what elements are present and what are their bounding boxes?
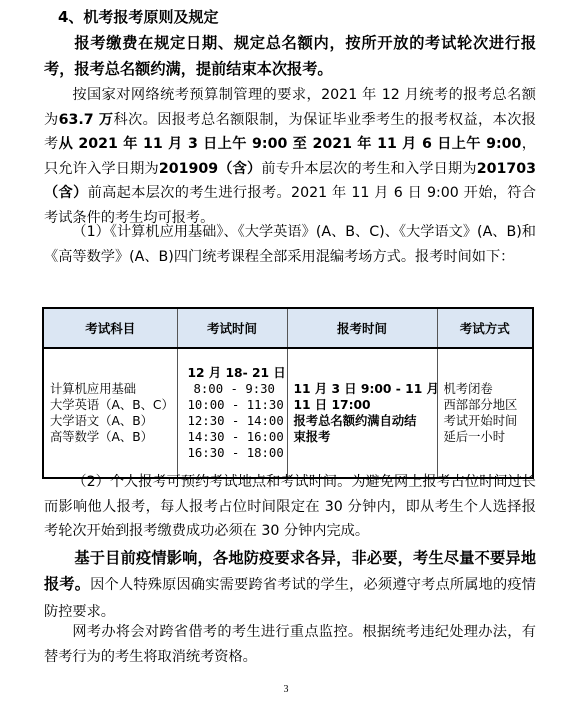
cell-registration-time (287, 348, 437, 478)
epidemic-warning: 基于目前疫情影响，各地防疫要求各异，非必要，考生尽量不要异地报考。 (44, 549, 536, 593)
mode-item: 延后一小时 (443, 430, 505, 444)
quota-text-3: ，只允许入学日期为 (44, 136, 536, 177)
paragraph-quota (44, 83, 536, 230)
header-exam-time: 考试时间 (177, 308, 287, 348)
time-slot: 14:30 - 16:00 (187, 430, 284, 444)
quota-text-1: 按国家对网络统考预算制管理的要求，2021 年 12 月统考的报考总名额为 (44, 87, 536, 128)
subject-item: 大学英语（A、B、C） (50, 398, 174, 412)
subject-item: 计算机应用基础 (50, 382, 137, 396)
mode-item: 西部部分地区 (443, 398, 518, 412)
time-slot: 12:30 - 14:00 (187, 414, 284, 428)
quota-text-5: 前高起本层次的考生进行报考。2021 年 11 月 6 日 9:00 开始，符合考试条件的考生均可报考。 (44, 185, 536, 226)
quota-text-4: 前专升本层次的考生和入学日期为 (261, 160, 477, 177)
registration-note: 报考总名额约满自动结 (293, 414, 417, 428)
registration-note: 束报考 (293, 430, 331, 444)
cell-subjects (43, 348, 177, 478)
registration-window: 11 日 17:00 (293, 398, 371, 412)
section-heading: 4、机考报考原则及规定 (58, 8, 219, 26)
subject-item: 高等数学（A、B） (50, 430, 153, 444)
mode-item: 机考闭卷 (443, 382, 493, 396)
paragraph-monitoring: 网考办将会对跨省借考的考生进行重点监控。根据统考违纪处理办法，有替考行为的考生将取消统考资格。 (44, 624, 536, 665)
paragraph-registration-rule (44, 30, 536, 82)
page-number: 3 (283, 684, 289, 695)
highschool-enrollment-date: 201703（含） (44, 160, 536, 201)
time-slot: 8:00 - 9:30 (193, 382, 275, 396)
table-row (43, 348, 533, 478)
upgrade-enrollment-date: 201909（含） (158, 160, 262, 177)
quota-amount: 63.7 万 (58, 111, 114, 128)
subject-item: 大学语文（A、B） (50, 414, 153, 428)
paragraph-epidemic (44, 545, 536, 625)
header-exam-mode: 考试方式 (437, 308, 533, 348)
paragraph-courses: （1）《计算机应用基础》、《大学英语》(A、B、C)、《大学语文》(A、B)和《高等数学》(A、B)四门统考课程全部采用混编考场方式。报考时间如下： (44, 224, 536, 265)
registration-period: 从 2021 年 11 月 3 日上午 9:00 至 2021 年 11 月 6 日上午 9:00 (58, 136, 522, 152)
time-slot: 10:00 - 11:30 (187, 398, 284, 412)
cell-exam-mode (437, 348, 533, 478)
cell-exam-times (177, 348, 287, 478)
quota-text-2: 科次。因报考总名额限制，为保证毕业季考生的报考权益，本次报考 (44, 111, 536, 152)
mode-item: 考试开始时间 (443, 414, 518, 428)
time-slot: 16:30 - 18:00 (187, 446, 284, 460)
exam-schedule-table (42, 307, 534, 479)
registration-window: 11 月 3 日 9:00 - 11 月 (293, 382, 439, 396)
header-registration-time: 报考时间 (287, 308, 437, 348)
header-subject: 考试科目 (43, 308, 177, 348)
table-header-row (43, 308, 533, 348)
epidemic-text: 因个人特殊原因确实需要跨省考试的学生，必须遵守考点所属地的疫情防控要求。 (44, 577, 536, 620)
exam-date-range: 12 月 18- 21 日 (187, 366, 286, 380)
registration-rule-text: 报考缴费在规定日期、规定总名额内，按所开放的考试轮次进行报考，报考总名额约满，提前结束本次报考。 (44, 34, 536, 78)
paragraph-reservation: （2）个人报考可预约考试地点和考试时间。为避免网上报考占位时间过长而影响他人报考，每人报考占位时间限定在 30 分钟内，即从考生个人选择报考轮次开始到报考缴费成功必须在 30 分钟内完成。 (44, 474, 536, 539)
